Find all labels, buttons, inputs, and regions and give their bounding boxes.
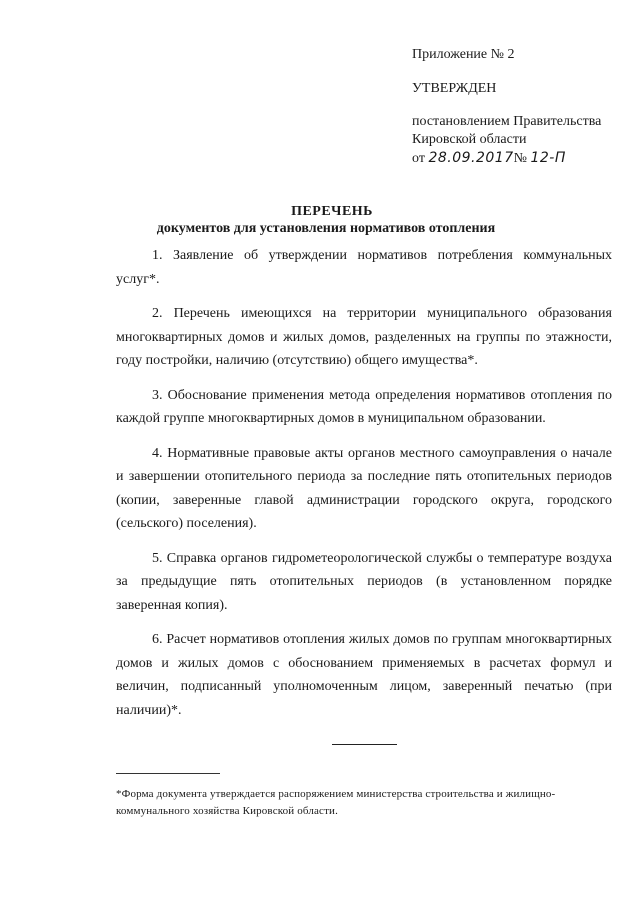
footnote: *Форма документа утверждается распоряжением министерства строительства и жилищно-коммунального хозяйства Кировской области. [116, 788, 556, 817]
number-prefix: № [513, 151, 527, 166]
approved-by-line-2: Кировской области [412, 132, 527, 147]
approved-by-line-1: постановлением Правительства [412, 114, 602, 129]
handwritten-date: 28.09.2017 [428, 150, 514, 166]
document-heading [0, 203, 640, 237]
approval-block [412, 46, 601, 168]
document-subtitle: документов для установления нормативов отопления [156, 221, 496, 236]
document-title: ПЕРЕЧЕНЬ [291, 204, 373, 219]
document-list [116, 244, 612, 733]
appendix-label: Приложение № 2 [412, 47, 515, 62]
footnote-divider [116, 773, 220, 774]
list-item: 2. Перечень имеющихся на территории муниципального образования многоквартирных домов и жилых домов, разделенных на группы по этажности, году постройки, наличию (отсутствию) общего имущества*. [116, 306, 612, 368]
approved-label: УТВЕРЖДЕН [412, 81, 497, 96]
list-item: 1. Заявление об утверждении нормативов потребления коммунальных услуг*. [116, 248, 612, 287]
handwritten-number: 12-П [530, 150, 566, 166]
list-item: 6. Расчет нормативов отопления жилых домов по группам многоквартирных домов и жилых домов с обоснованием применяемых в расчетах формул и величин, подписанный уполномоченным лицом, заверенный печатью (при наличии)*. [116, 632, 612, 718]
list-item: 3. Обоснование применения метода определения нормативов отопления по каждой группе многоквартирных домов в муниципальном образовании. [116, 387, 612, 426]
list-item: 4. Нормативные правовые акты органов местного самоуправления о начале и завершении отопительного периода за последние пять отопительных периодов (копии, заверенные главой администрации городского округа, городского (сельского) поселения). [116, 445, 612, 531]
date-prefix: от [412, 151, 425, 166]
end-divider [332, 744, 397, 745]
decree-date-line [412, 149, 601, 168]
list-item: 5. Справка органов гидрометеорологической службы о температуре воздуха за предыдущие пять отопительных периодов (в установленном порядке заверенная копия). [116, 550, 612, 613]
